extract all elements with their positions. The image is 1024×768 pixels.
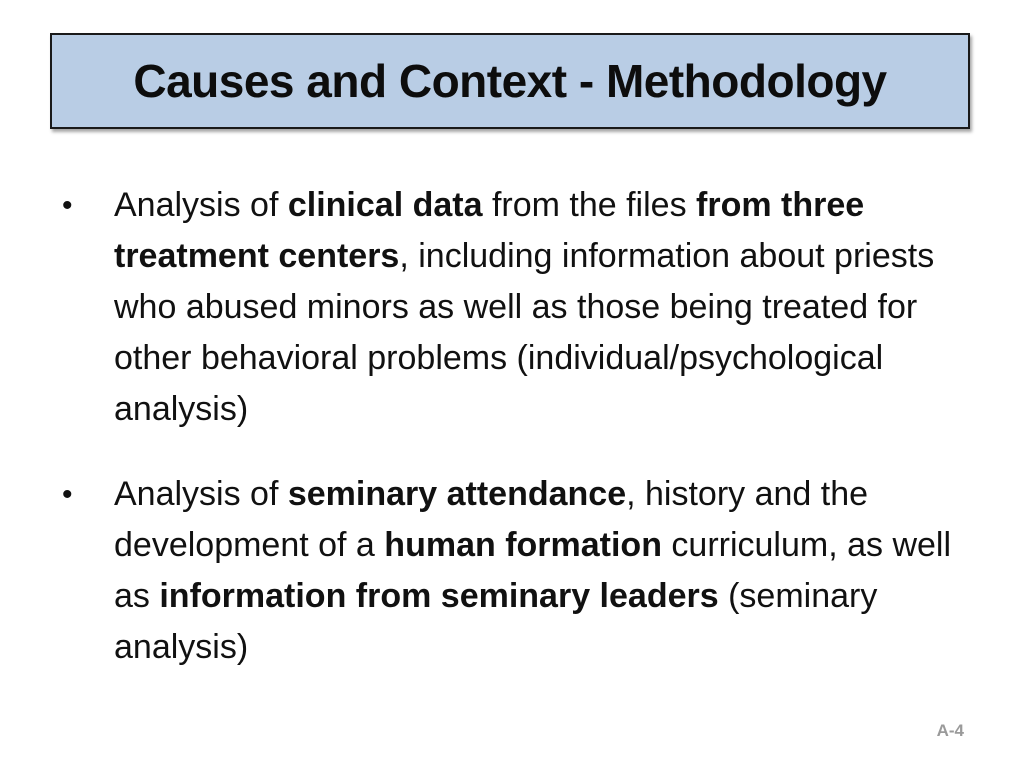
text-run: , history and the development of a <box>114 475 869 564</box>
emphasis-treatment-centers: from three treatment centers <box>114 186 865 275</box>
emphasis-clinical-data: clinical data <box>287 186 483 224</box>
page-number: A-4 <box>936 721 964 740</box>
text-run: curriculum, as well as <box>114 526 952 615</box>
slide-title: Causes and Context - Methodology <box>133 55 887 107</box>
bullet-text <box>114 186 934 428</box>
text-run: from the files <box>482 186 697 224</box>
bullet-list <box>58 180 968 673</box>
emphasis-human-formation: human formation <box>384 526 662 564</box>
title-box <box>50 33 970 129</box>
bullet-icon: • <box>62 478 73 511</box>
text-run: Analysis of <box>114 186 288 224</box>
bullet-item-clinical-data <box>58 180 968 435</box>
bullet-text <box>114 475 951 666</box>
emphasis-seminary-attendance: seminary attendance <box>287 475 627 513</box>
bullet-item-seminary <box>58 469 968 673</box>
emphasis-seminary-leaders: information from seminary leaders <box>159 577 719 615</box>
text-run: , including information about priests who abused minors as well as those being treated for other behavioral problems (individual/psychological analysis) <box>114 237 935 428</box>
text-run: Analysis of <box>114 475 288 513</box>
text-run: (seminary analysis) <box>114 577 878 666</box>
bullet-icon: • <box>62 189 73 222</box>
